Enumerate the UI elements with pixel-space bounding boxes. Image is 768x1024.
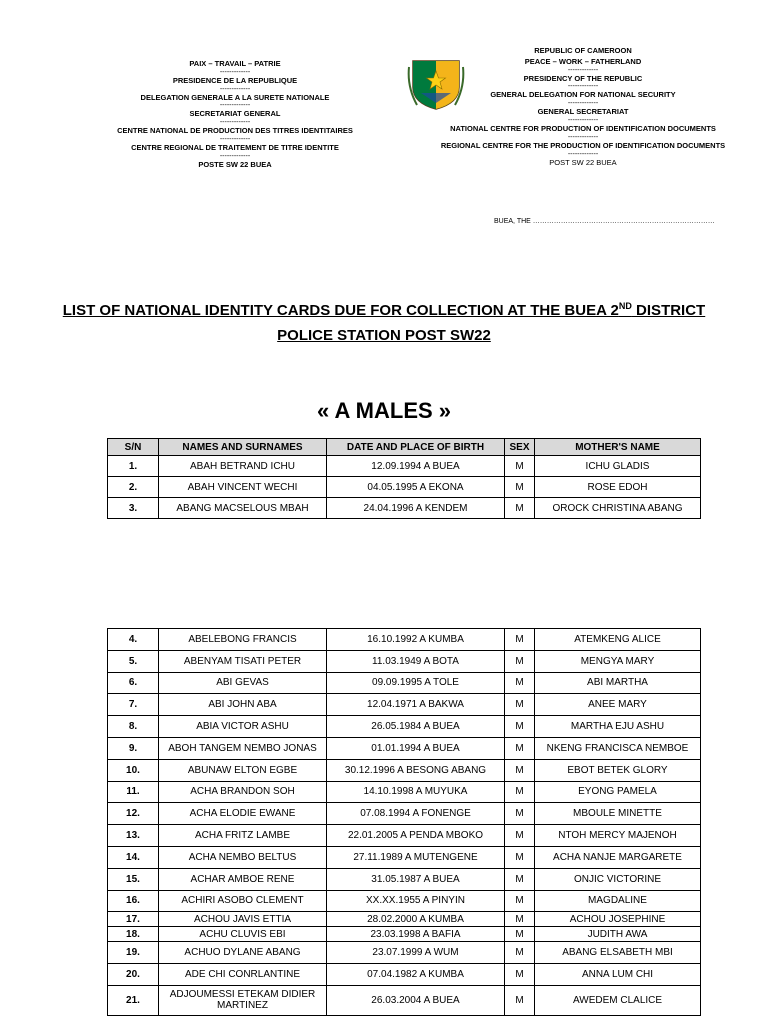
- cell-sn: 7.: [108, 694, 159, 716]
- header-separator: -------------: [567, 83, 599, 91]
- cell-birth: 14.10.1998 A MUYUKA: [327, 781, 505, 803]
- cell-sn: 16.: [108, 890, 159, 912]
- header-en-secretariat: GENERAL SECRETARIAT: [537, 107, 629, 117]
- cell-name: ABELEBONG FRANCIS: [159, 629, 327, 651]
- cell-mother: ROSE EDOH: [535, 477, 701, 498]
- header-french: [105, 59, 365, 171]
- cell-sn: 6.: [108, 672, 159, 694]
- cell-birth: 04.05.1995 A EKONA: [327, 477, 505, 498]
- table-row: [108, 650, 701, 672]
- cell-sex: M: [505, 498, 535, 519]
- cell-name: ABENYAM TISATI PETER: [159, 650, 327, 672]
- cell-sn: 20.: [108, 964, 159, 986]
- table-row: [108, 694, 701, 716]
- cell-mother: EYONG PAMELA: [535, 781, 701, 803]
- cell-mother: ONJIC VICTORINE: [535, 868, 701, 890]
- cell-sn: 15.: [108, 868, 159, 890]
- cell-name: ACHA NEMBO BELTUS: [159, 846, 327, 868]
- cell-name: ABI GEVAS: [159, 672, 327, 694]
- cell-birth: 11.03.1949 A BOTA: [327, 650, 505, 672]
- cell-sn: 10.: [108, 759, 159, 781]
- cell-mother: OROCK CHRISTINA ABANG: [535, 498, 701, 519]
- cell-birth: 09.09.1995 A TOLE: [327, 672, 505, 694]
- header-names: NAMES AND SURNAMES: [159, 439, 327, 456]
- header-separator: -------------: [219, 68, 251, 76]
- header-fr-delegation: DELEGATION GENERALE A LA SURETE NATIONALE: [140, 92, 330, 102]
- cell-name: ACHIRI ASOBO CLEMENT: [159, 890, 327, 912]
- cell-name: ACHU CLUVIS EBI: [159, 927, 327, 942]
- header-en-national-centre: NATIONAL CENTRE FOR PRODUCTION OF IDENTIFICATION DOCUMENTS: [450, 123, 716, 133]
- cell-mother: ATEMKENG ALICE: [535, 629, 701, 651]
- cell-sex: M: [505, 803, 535, 825]
- title-line-1: [0, 294, 768, 323]
- cell-sex: M: [505, 629, 535, 651]
- document-title: [0, 294, 768, 348]
- cell-birth: 26.05.1984 A BUEA: [327, 716, 505, 738]
- header-en-motto: PEACE – WORK – FATHERLAND: [524, 56, 642, 66]
- cell-birth: 07.08.1994 A FONENGE: [327, 803, 505, 825]
- cell-birth: 30.12.1996 A BESONG ABANG: [327, 759, 505, 781]
- header-sex: SEX: [505, 439, 535, 456]
- cell-sn: 5.: [108, 650, 159, 672]
- cell-sex: M: [505, 927, 535, 942]
- header-fr-post: POSTE SW 22 BUEA: [198, 159, 272, 169]
- cell-name: ABI JOHN ABA: [159, 694, 327, 716]
- cell-sn: 8.: [108, 716, 159, 738]
- cell-name: ABOH TANGEM NEMBO JONAS: [159, 737, 327, 759]
- cell-mother: ANNA LUM CHI: [535, 964, 701, 986]
- header-separator: -------------: [567, 100, 599, 108]
- header-en-regional-centre: REGIONAL CENTRE FOR THE PRODUCTION OF IDENTIFICATION DOCUMENTS: [440, 140, 726, 150]
- title-line-1-end: DISTRICT: [631, 302, 706, 319]
- header-separator: -------------: [567, 150, 599, 158]
- cell-sex: M: [505, 737, 535, 759]
- cell-name: ACHA BRANDON SOH: [159, 781, 327, 803]
- table-row: [108, 942, 701, 964]
- header-separator: -------------: [219, 119, 251, 127]
- header-separator: -------------: [567, 116, 599, 124]
- cell-sn: 17.: [108, 912, 159, 927]
- cell-birth: 01.01.1994 A BUEA: [327, 737, 505, 759]
- cell-sex: M: [505, 890, 535, 912]
- cell-mother: ABI MARTHA: [535, 672, 701, 694]
- table-row: [108, 737, 701, 759]
- header-fr-motto: PAIX – TRAVAIL – PATRIE: [189, 59, 281, 68]
- cell-sex: M: [505, 781, 535, 803]
- cell-sn: 12.: [108, 803, 159, 825]
- header-fr-presidency: PRESIDENCE DE LA REPUBLIQUE: [172, 75, 298, 85]
- header-birth: DATE AND PLACE OF BIRTH: [327, 439, 505, 456]
- identity-cards-table-1: [107, 438, 701, 519]
- table-row: [108, 759, 701, 781]
- cell-sex: M: [505, 964, 535, 986]
- cell-mother: JUDITH AWA: [535, 927, 701, 942]
- title-line-1-main: LIST OF NATIONAL IDENTITY CARDS DUE FOR COLLECTION AT THE BUEA 2: [62, 302, 619, 319]
- table-row: [108, 964, 701, 986]
- cell-mother: ICHU GLADIS: [535, 456, 701, 477]
- cell-sex: M: [505, 868, 535, 890]
- section-heading: « A MALES »: [316, 398, 452, 423]
- cell-name: ACHOU JAVIS ETTIA: [159, 912, 327, 927]
- cell-mother: ACHA NANJE MARGARETE: [535, 846, 701, 868]
- title-line-2: POLICE STATION POST SW22: [277, 327, 491, 344]
- cell-birth: 22.01.2005 A PENDA MBOKO: [327, 825, 505, 847]
- header-separator: -------------: [219, 152, 251, 160]
- cell-mother: NTOH MERCY MAJENOH: [535, 825, 701, 847]
- cell-sn: 14.: [108, 846, 159, 868]
- cell-name: ABUNAW ELTON EGBE: [159, 759, 327, 781]
- header-en-country: REPUBLIC OF CAMEROON: [534, 46, 632, 55]
- table-header-row: [108, 439, 701, 456]
- date-line: BUEA, THE ……………………………………………………………………: [494, 218, 715, 225]
- header-english: [440, 46, 726, 168]
- cell-mother: MARTHA EJU ASHU: [535, 716, 701, 738]
- header-fr-regional-centre: CENTRE REGIONAL DE TRAITEMENT DE TITRE IDENTITE: [131, 142, 339, 152]
- cell-mother: AWEDEM CLALICE: [535, 985, 701, 1015]
- cell-sex: M: [505, 650, 535, 672]
- header-fr-national-centre: CENTRE NATIONAL DE PRODUCTION DES TITRES IDENTITAIRES: [117, 126, 353, 136]
- cell-sn: 4.: [108, 629, 159, 651]
- cell-birth: 23.07.1999 A WUM: [327, 942, 505, 964]
- header-separator: -------------: [567, 133, 599, 141]
- header-fr-secretariat: SECRETARIAT GENERAL: [189, 109, 281, 119]
- cell-birth: 16.10.1992 A KUMBA: [327, 629, 505, 651]
- cell-birth: 27.11.1989 A MUTENGENE: [327, 846, 505, 868]
- cell-name: ACHUO DYLANE ABANG: [159, 942, 327, 964]
- cell-sex: M: [505, 672, 535, 694]
- cell-name: ABAH VINCENT WECHI: [159, 477, 327, 498]
- title-superscript: ND: [618, 301, 632, 311]
- header-separator: -------------: [219, 102, 251, 110]
- cell-mother: EBOT BETEK GLORY: [535, 759, 701, 781]
- cell-name: ACHAR AMBOE RENE: [159, 868, 327, 890]
- cell-sn: 13.: [108, 825, 159, 847]
- table-row: [108, 498, 701, 519]
- cell-name: ADE CHI CONRLANTINE: [159, 964, 327, 986]
- table-row: [108, 672, 701, 694]
- cell-sex: M: [505, 942, 535, 964]
- cell-sn: 11.: [108, 781, 159, 803]
- cell-birth: 12.09.1994 A BUEA: [327, 456, 505, 477]
- table-row: [108, 846, 701, 868]
- cell-birth: 12.04.1971 A BAKWA: [327, 694, 505, 716]
- cell-birth: 23.03.1998 A BAFIA: [327, 927, 505, 942]
- table-row: [108, 912, 701, 927]
- cell-mother: ANEE MARY: [535, 694, 701, 716]
- cell-birth: 07.04.1982 A KUMBA: [327, 964, 505, 986]
- cell-name: ABAH BETRAND ICHU: [159, 456, 327, 477]
- header-separator: -------------: [219, 85, 251, 93]
- table-row: [108, 825, 701, 847]
- header-sn: S/N: [108, 439, 159, 456]
- cell-sn: 1.: [108, 456, 159, 477]
- table-row: [108, 868, 701, 890]
- cell-sex: M: [505, 985, 535, 1015]
- table-row: [108, 985, 701, 1015]
- identity-cards-table-2: [107, 628, 701, 1016]
- cell-name: ACHA ELODIE EWANE: [159, 803, 327, 825]
- cell-name: ADJOUMESSI ETEKAM DIDIER MARTINEZ: [159, 985, 327, 1015]
- cell-birth: 31.05.1987 A BUEA: [327, 868, 505, 890]
- table-row: [108, 803, 701, 825]
- cell-mother: NKENG FRANCISCA NEMBOE: [535, 737, 701, 759]
- cell-sn: 2.: [108, 477, 159, 498]
- cell-sex: M: [505, 759, 535, 781]
- cell-sn: 3.: [108, 498, 159, 519]
- cell-sex: M: [505, 456, 535, 477]
- table-row: [108, 477, 701, 498]
- cell-name: ACHA FRITZ LAMBE: [159, 825, 327, 847]
- header-mother: MOTHER'S NAME: [535, 439, 701, 456]
- cell-mother: MAGDALINE: [535, 890, 701, 912]
- table-row: [108, 716, 701, 738]
- cell-name: ABIA VICTOR ASHU: [159, 716, 327, 738]
- cell-sex: M: [505, 716, 535, 738]
- header-en-delegation: GENERAL DELEGATION FOR NATIONAL SECURITY: [490, 90, 676, 100]
- cell-name: ABANG MACSELOUS MBAH: [159, 498, 327, 519]
- table-row: [108, 629, 701, 651]
- cell-birth: XX.XX.1955 A PINYIN: [327, 890, 505, 912]
- header-en-presidency: PRESIDENCY OF THE REPUBLIC: [523, 73, 643, 83]
- cell-mother: ABANG ELSABETH MBI: [535, 942, 701, 964]
- cell-sn: 19.: [108, 942, 159, 964]
- table-row: [108, 927, 701, 942]
- cell-sex: M: [505, 694, 535, 716]
- header-separator: -------------: [219, 135, 251, 143]
- cell-mother: ACHOU JOSEPHINE: [535, 912, 701, 927]
- cell-birth: 26.03.2004 A BUEA: [327, 985, 505, 1015]
- header-en-post: POST SW 22 BUEA: [549, 157, 617, 167]
- cell-sex: M: [505, 477, 535, 498]
- table-row: [108, 890, 701, 912]
- cell-sex: M: [505, 825, 535, 847]
- cell-birth: 28.02.2000 A KUMBA: [327, 912, 505, 927]
- cell-sn: 21.: [108, 985, 159, 1015]
- cell-sn: 18.: [108, 927, 159, 942]
- cell-sn: 9.: [108, 737, 159, 759]
- cell-sex: M: [505, 912, 535, 927]
- table-row: [108, 456, 701, 477]
- table-row: [108, 781, 701, 803]
- header-separator: -------------: [567, 66, 599, 74]
- cell-mother: MBOULE MINETTE: [535, 803, 701, 825]
- cell-mother: MENGYA MARY: [535, 650, 701, 672]
- cell-sex: M: [505, 846, 535, 868]
- cell-birth: 24.04.1996 A KENDEM: [327, 498, 505, 519]
